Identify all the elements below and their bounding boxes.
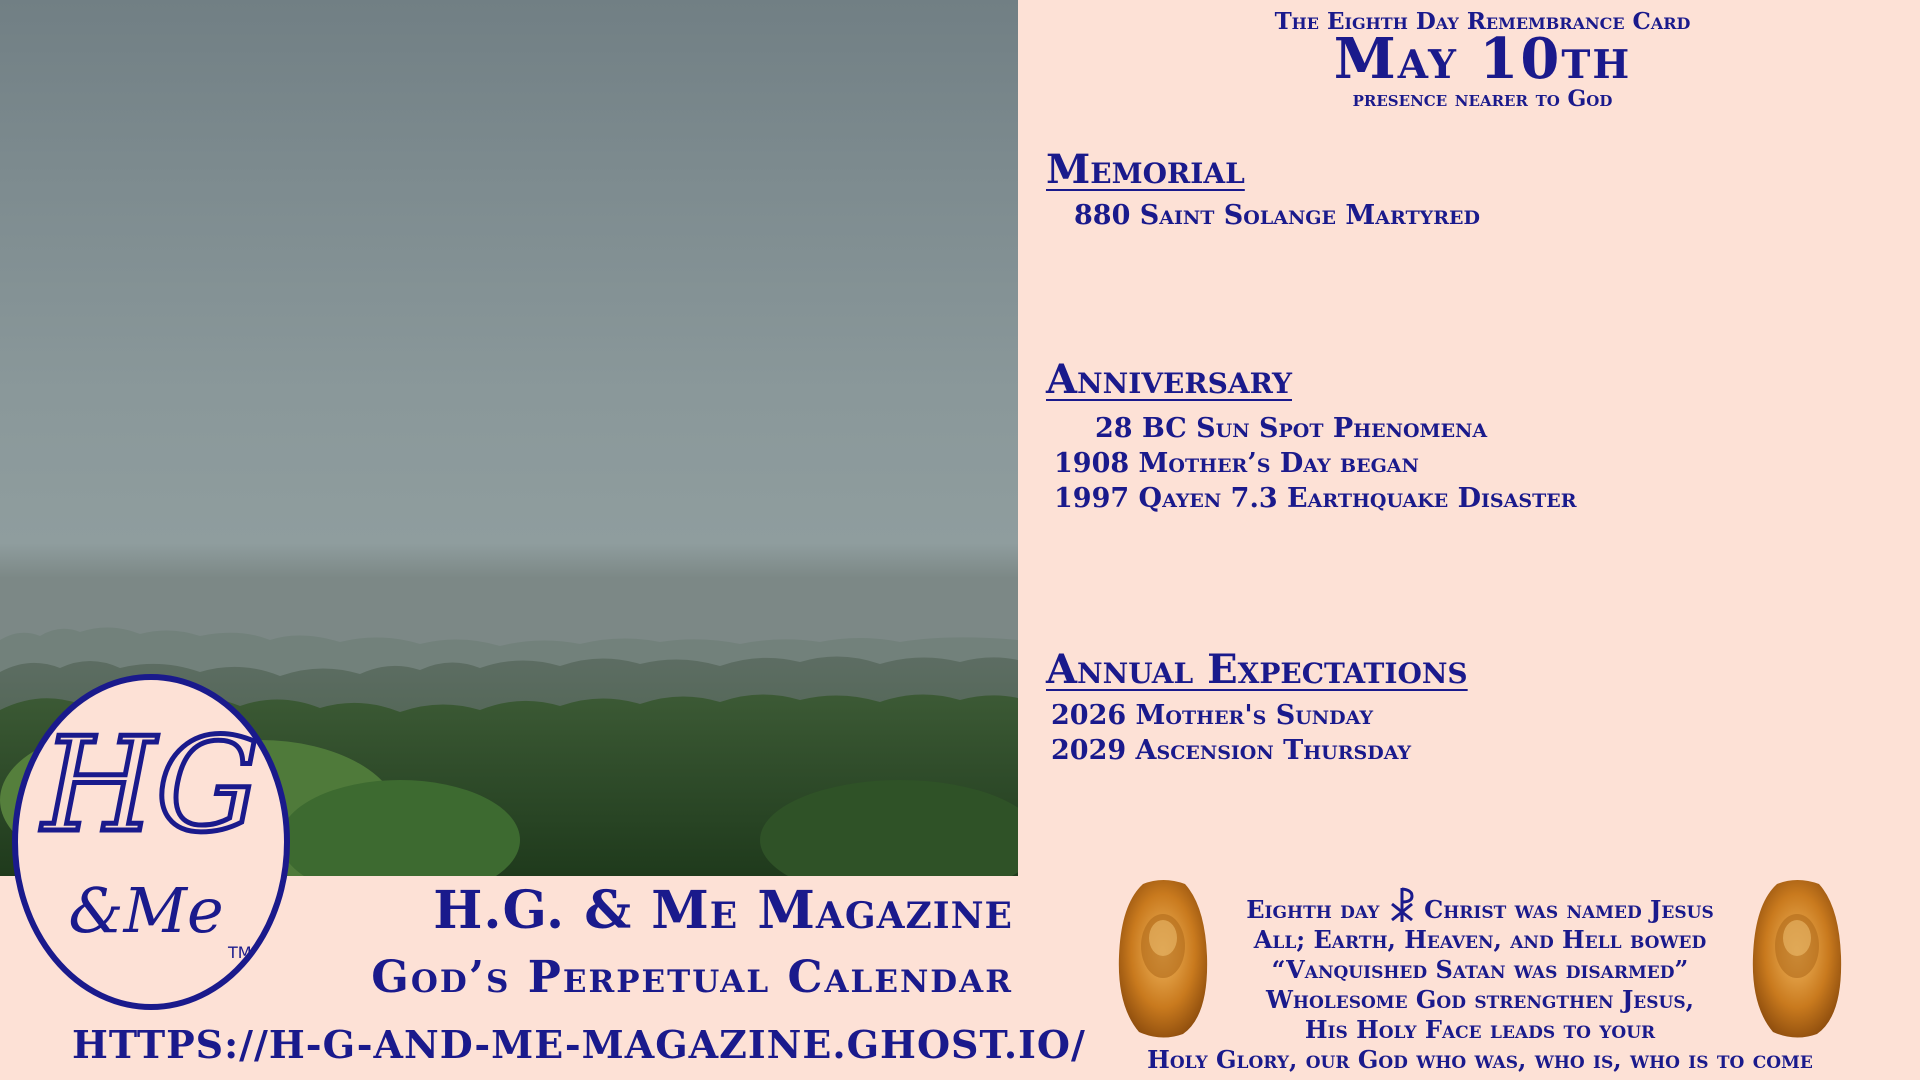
magazine-title: H.G. & Me Magazine (433, 880, 1013, 941)
anniversary-heading: Anniversary (1046, 356, 1292, 403)
anniversary-item: 1997 Qayen 7.3 Earthquake Disaster (1054, 483, 1577, 514)
magazine-url-link[interactable]: HTTPS://H-G-AND-ME-MAGAZINE.GHOST.IO/ (72, 1022, 1086, 1067)
prayer-line: All; Earth, Heaven, and Hell bowed (1253, 925, 1707, 954)
expectations-heading: Annual Expectations (1046, 646, 1468, 693)
card-date: May 10th (1333, 26, 1632, 92)
prayer-line1-start: Eighth day (1246, 895, 1380, 924)
prayer-line: Wholesome God strengthen Jesus, (1265, 985, 1695, 1014)
anniversary-item: 1908 Mother’s Day began (1054, 448, 1419, 479)
logo-trademark: TM (228, 943, 252, 962)
logo-hg-monogram: HG (42, 709, 260, 861)
prayer-line: “Vanquished Satan was disarmed” (1271, 955, 1689, 984)
memorial-heading: Memorial (1046, 146, 1245, 193)
hg-and-me-logo (6, 670, 296, 1015)
expectations-item: 2029 Ascension Thursday (1051, 735, 1412, 766)
magazine-subtitle: God’s Perpetual Calendar (371, 952, 1013, 1003)
prayer-block (1100, 886, 1860, 1075)
chi-rho-icon (1388, 886, 1416, 924)
prayer-line: His Holy Face leads to your (1304, 1015, 1656, 1044)
logo-and-me: &Me (68, 874, 224, 947)
anniversary-item: 28 BC Sun Spot Phenomena (1095, 413, 1488, 444)
prayer-line: Holy Glory, our God who was, who is, who is to come (1147, 1045, 1813, 1074)
prayer-line (1100, 886, 1860, 925)
prayer-line1-end: Christ was named Jesus (1424, 895, 1714, 924)
card-label: The Eighth Day Remembrance Card (1274, 8, 1691, 35)
memorial-item: 880 Saint Solange Martyred (1074, 200, 1480, 231)
expectations-item: 2026 Mother's Sunday (1051, 700, 1374, 731)
card-tagline: presence nearer to God (1352, 86, 1613, 112)
